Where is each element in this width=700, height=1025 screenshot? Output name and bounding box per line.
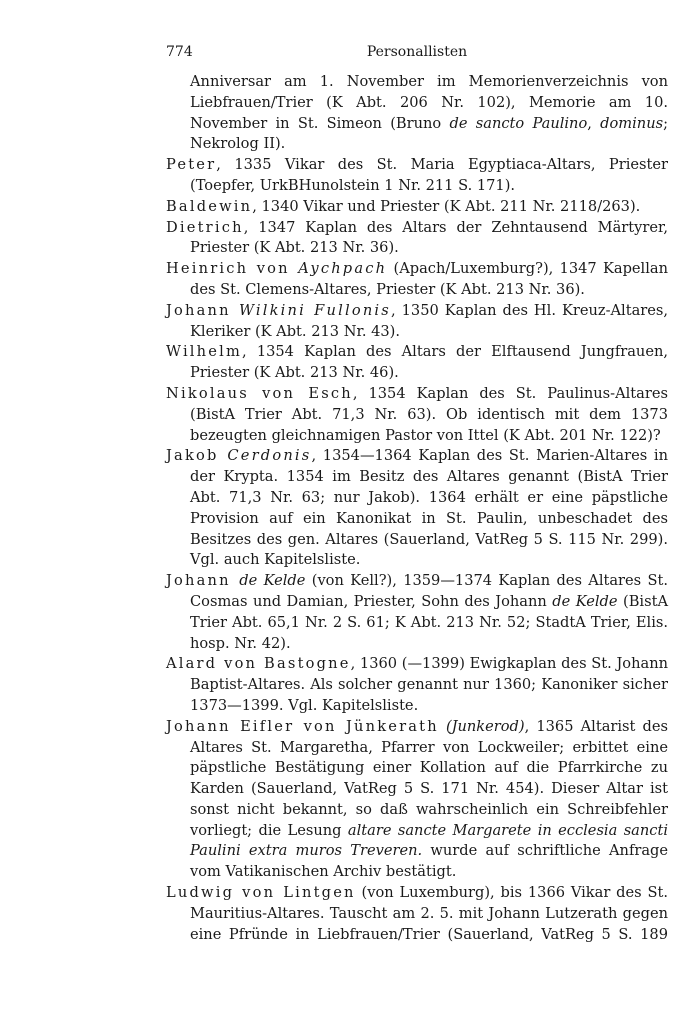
italic-text: (Junkerod) xyxy=(445,717,525,735)
entry-text: , 1350 Kaplan des Hl. Kreuz-Altares, Kleriker (K Abt. 213 Nr. 43). xyxy=(190,301,669,340)
entry-text: ; Nekrolog II). xyxy=(190,114,668,153)
list-entry xyxy=(166,571,668,654)
running-head: Personallisten xyxy=(366,44,468,60)
entry-text: Anniversar am 1. November im Memorienverzeichnis von Liebfrauen/Trier (K Abt. 206 Nr. 102), Memorie am 10. November in St. Simeon (Bruno xyxy=(190,73,668,132)
entry-text: (Apach/Luxemburg?), 1347 Kapellan des St. Clemens-Altares, Priester (K Abt. 213 Nr. 36). xyxy=(190,260,668,298)
person-name: Cerdonis xyxy=(227,447,312,465)
entry-text: , 1335 Vikar des St. Maria Egyptiaca-Altars, Priester (Toepfer, UrkBHunolstein 1 Nr. 211 S. 171). xyxy=(190,156,668,194)
person-name: Alard von Bastogne xyxy=(166,655,351,673)
entry-text: , 1354 Kaplan des St. Paulinus-Altares (BistA Trier Abt. 71,3 Nr. 63). Ob identisch mit dem 1373 bezeugten gleichnamigen Pastor von Ittel (K Abt. 201 Nr. 122)? xyxy=(190,384,668,444)
person-name: Wilhelm xyxy=(166,343,243,361)
list-entry xyxy=(166,384,668,446)
italic-text: dominus xyxy=(600,114,664,132)
person-name: Baldewin xyxy=(166,197,253,215)
italic-text: de Kelde xyxy=(552,592,618,610)
entry-text xyxy=(439,718,446,735)
list-entry xyxy=(166,259,668,301)
list-entry xyxy=(166,446,668,571)
person-name: Jakob xyxy=(166,447,228,465)
person-name: Johann xyxy=(166,572,240,590)
person-name: Johann xyxy=(166,301,239,319)
person-name: Johann Eifler von Jünkerath xyxy=(166,717,439,735)
list-entry xyxy=(166,218,668,260)
entry-text: , 1347 Kaplan des Altars der Zehntausend Märtyrer, Priester (K Abt. 213 Nr. 36). xyxy=(190,218,668,257)
entry-continuation xyxy=(166,72,668,155)
entry-text: (von Kell?), 1359—1374 Kaplan des Altares St. Cosmas und Damian, Priester, Sohn des Johann xyxy=(190,572,668,610)
page-header xyxy=(166,44,668,64)
entry-text: (von Luxemburg), bis 1366 Vikar des St. Mauritius-Altares. Tauscht am 2. 5. mit Johann Lutzerath gegen eine Pfründe in Liebfrauen/Trier (Sauerland, VatReg 5 S. 189 xyxy=(190,884,668,943)
person-name: Heinrich von xyxy=(166,260,299,278)
list-entry xyxy=(166,654,668,716)
person-name: Aychpach xyxy=(298,260,388,278)
entry-text: , 1365 Altarist des Altares St. Margaretha, Pfarrer von Lockweiler; erbittet eine päpstliche Bestätigung einer Kollation auf die Pfarrkirche zu Karden (Sauerland, VatReg 5 S. 171 Nr. 454). Dieser Altar ist sonst nicht bekannt, so daß wahrscheinlich ein Schreibfehler vorliegt; die Lesung xyxy=(190,717,668,839)
list-entry xyxy=(166,342,668,384)
entry-text: wurde auf schriftliche Anfrage vom Vatikanischen Archiv bestätigt. xyxy=(190,842,668,881)
person-name: Dietrich xyxy=(166,218,244,236)
person-name: Peter xyxy=(166,156,217,174)
list-entry xyxy=(166,883,668,945)
list-entry xyxy=(166,301,668,343)
entry-text: , 1360 (—1399) Ewigkaplan des St. Johann Baptist-Altares. Als solcher genannt nur 1360; Kanoniker sicher 1373—1399. Vgl. Kapitelsliste. xyxy=(190,655,668,714)
page-number: 774 xyxy=(166,44,193,60)
person-name: Ludwig von Lintgen xyxy=(166,884,356,902)
list-entry xyxy=(166,155,668,197)
entry-text: , xyxy=(587,114,601,132)
person-name: Nikolaus von Esch xyxy=(166,384,353,402)
entry-text: , 1354 Kaplan des Altars der Elftausend Jungfrauen, Priester (K Abt. 213 Nr. 46). xyxy=(190,343,668,382)
list-entry xyxy=(166,197,668,218)
entry-text: (BistA Trier Abt. 65,1 Nr. 2 S. 61; K Abt. 213 Nr. 52; StadtA Trier, Elis. hosp. Nr. 42). xyxy=(190,592,668,652)
italic-text: altare sancte Margarete in ecclesia sancti Paulini extra muros Treveren. xyxy=(190,821,668,860)
italic-text: de Kelde xyxy=(239,572,306,590)
person-name: Wilkini Fullonis xyxy=(238,301,391,319)
list-entry xyxy=(166,717,668,883)
page-body xyxy=(166,72,668,945)
entry-text: , 1354—1364 Kaplan des St. Marien-Altares in der Krypta. 1354 im Besitz des Altares genannt (BistA Trier Abt. 71,3 Nr. 63; nur Jakob). 1364 erhält er eine päpstliche Provision auf ein Kanonikat in St. Paulin, unbeschadet des Besitzes des gen. Altares (Sauerland, VatReg 5 S. 115 Nr. 299). Vgl. auch Kapitelsliste. xyxy=(190,447,668,569)
entry-text: , 1340 Vikar und Priester (K Abt. 211 Nr. 2118/263). xyxy=(252,197,641,215)
italic-text: de sancto Paulino xyxy=(449,114,588,132)
